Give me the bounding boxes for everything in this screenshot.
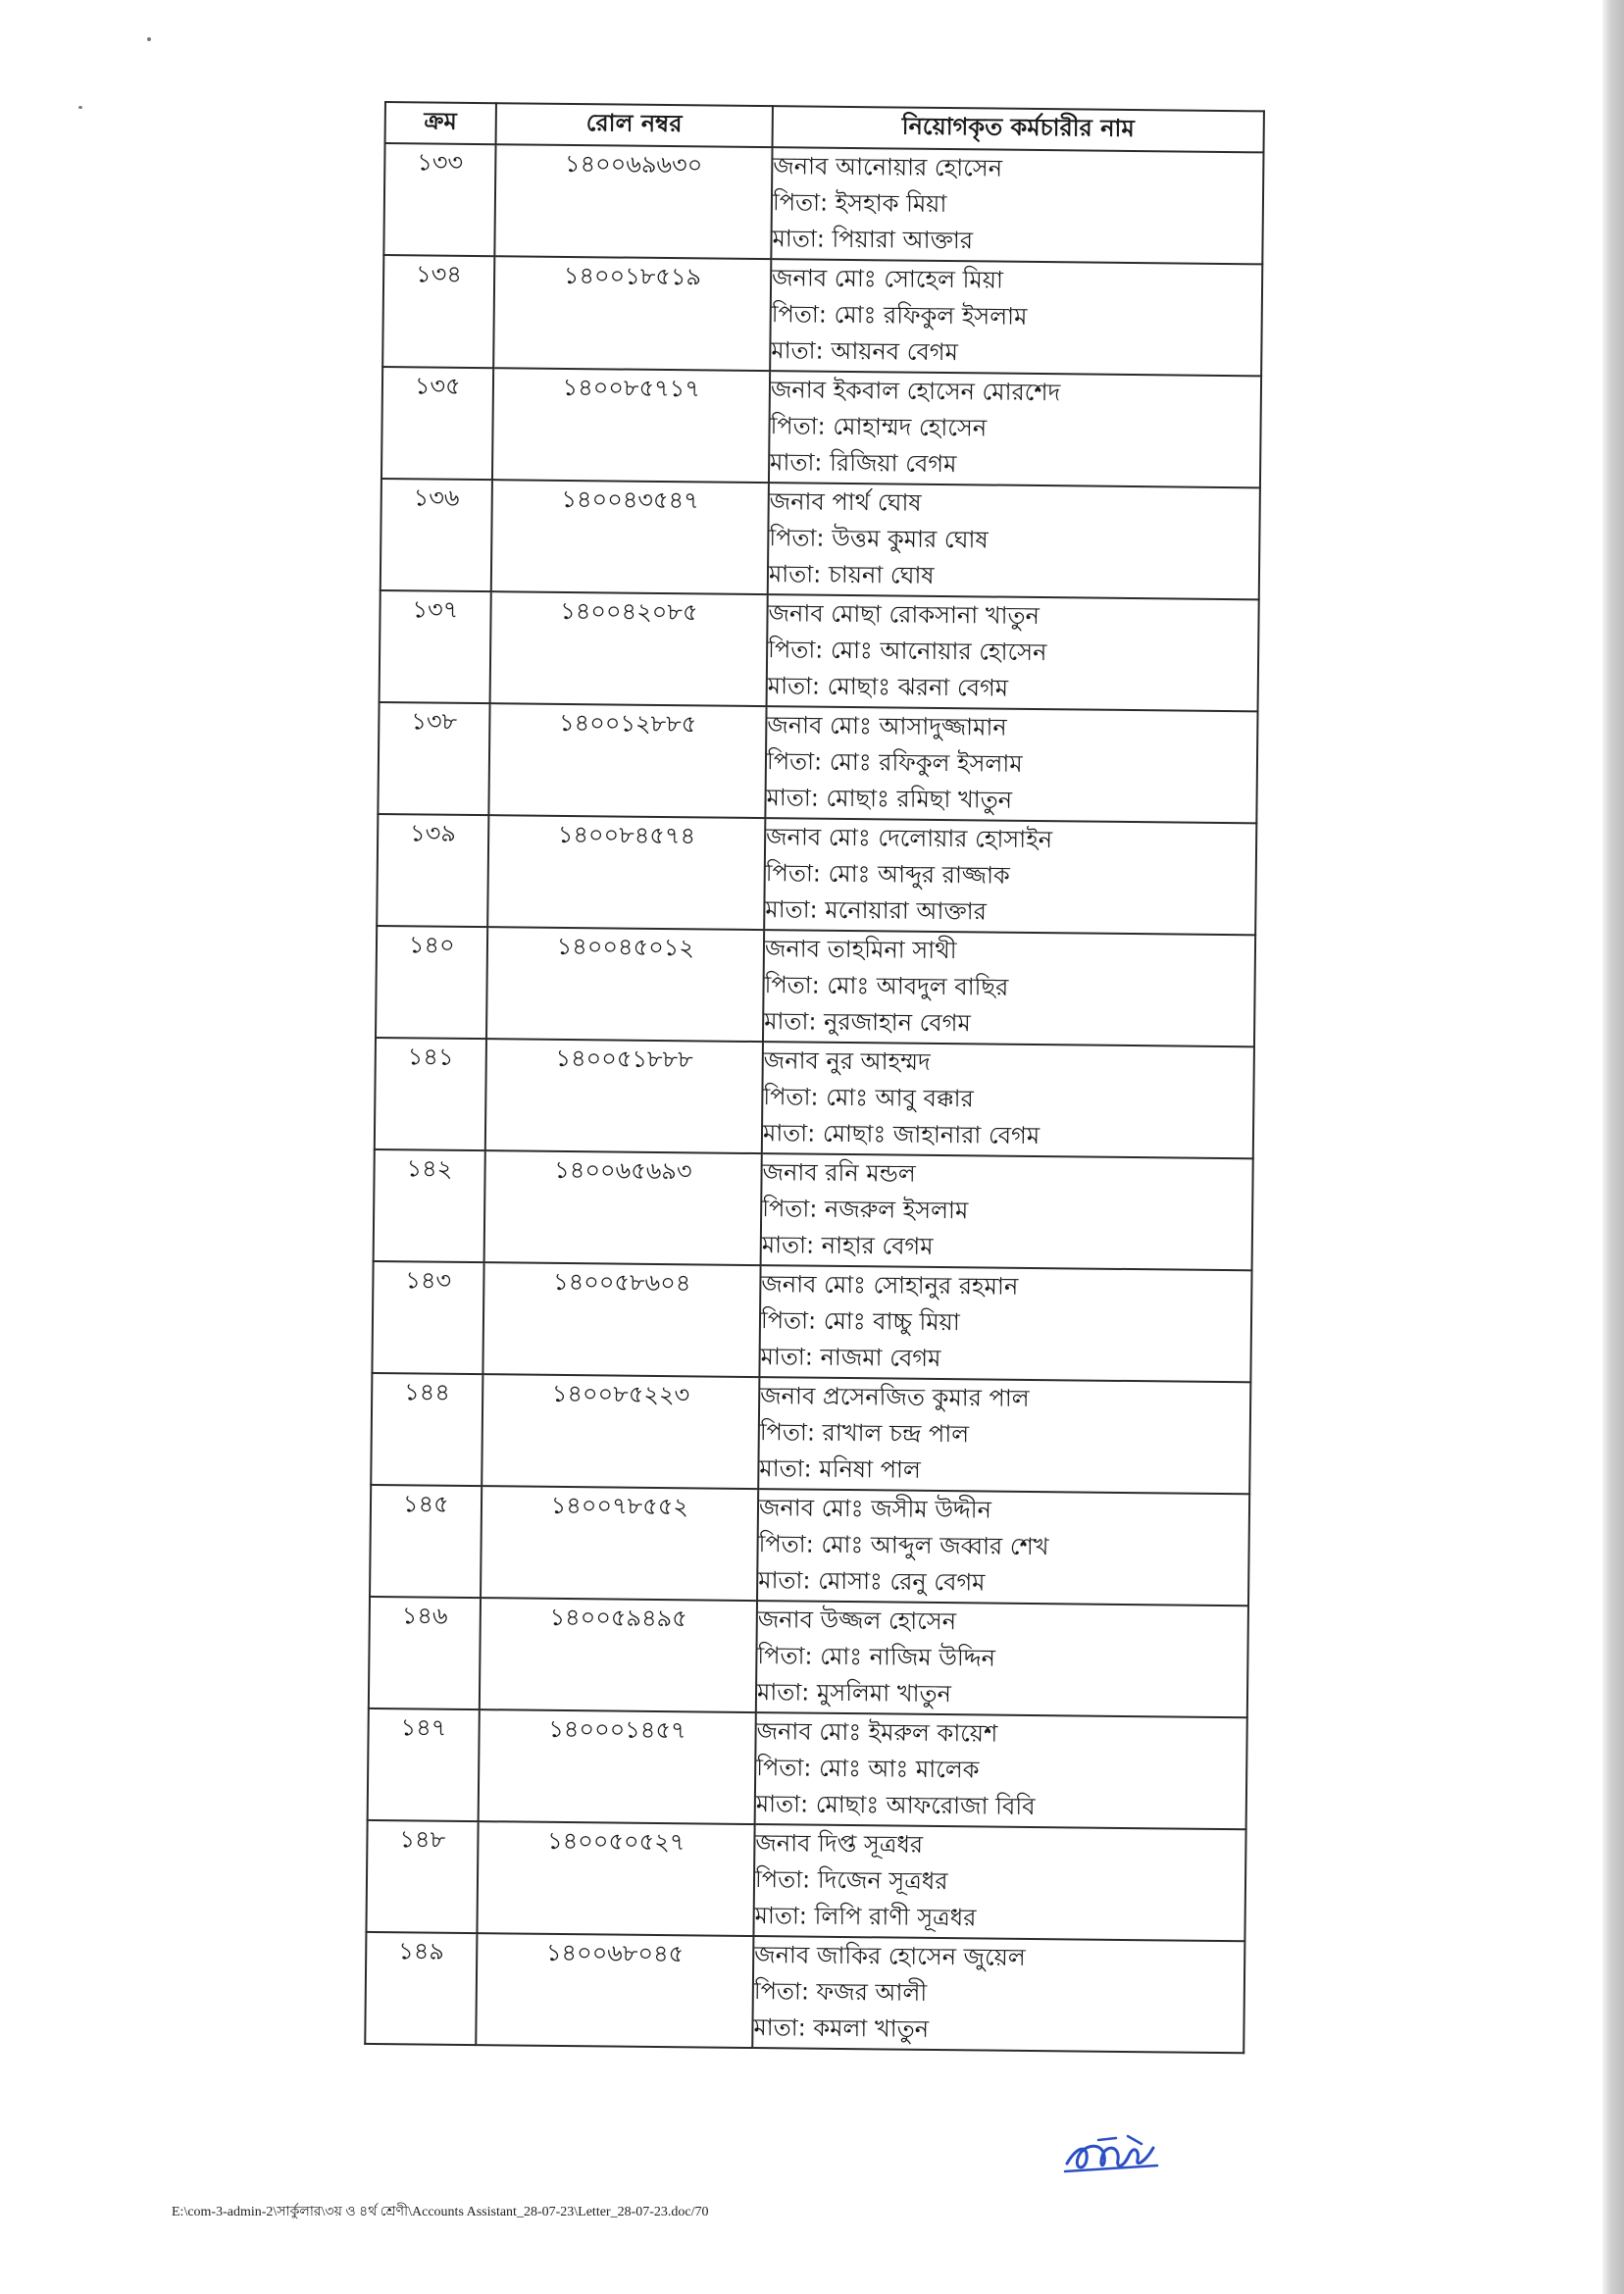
mother-name: মাতা: পিয়ারা আক্তার xyxy=(772,225,974,255)
employee-name: জনাব প্রসেনজিত কুমার পাল xyxy=(760,1382,1030,1412)
roll-number-cell: ১৪০০৭৮৫৫২ xyxy=(481,1486,758,1601)
employee-name: জনাব ইকবাল হোসেন মোরশেদ xyxy=(770,376,1061,407)
employee-name: জনাব মোঃ জসীম উদ্দীন xyxy=(758,1494,992,1524)
roll-number-cell: ১৪০০৬৯৬৩০ xyxy=(494,144,772,259)
employee-details-cell xyxy=(767,594,1259,711)
table-row xyxy=(374,1149,1253,1270)
father-name: পিতা: নজরুল ইসলাম xyxy=(762,1195,969,1225)
roll-number-cell: ১৪০০১৮৫১৯ xyxy=(493,256,771,371)
father-name: পিতা: ইসহাক মিয়া xyxy=(772,188,947,219)
table-row xyxy=(377,814,1256,935)
table-row xyxy=(381,479,1260,599)
father-name: পিতা: ফজর আলী xyxy=(753,1977,928,2007)
employee-name: জনাব মোছা রোকসানা খাতুন xyxy=(768,599,1040,631)
mother-name: মাতা: মনিষা পাল xyxy=(759,1454,921,1484)
serial-cell: ১৩৬ xyxy=(381,479,492,591)
employee-name: জনাব মোঃ দেলোয়ার হোসাইন xyxy=(765,823,1053,854)
mother-name: মাতা: মোসাঃ রেনু বেগম xyxy=(758,1566,986,1597)
employee-details-cell xyxy=(771,147,1263,264)
mother-name: মাতা: লিপি রাণী সূত্রধর xyxy=(754,1902,977,1932)
mother-name: মাতা: নাহার বেগম xyxy=(761,1231,934,1260)
employee-details-cell xyxy=(753,1824,1245,1941)
mother-name: মাতা: মোছাঃ জাহানারা বেগম xyxy=(762,1119,1040,1150)
employee-name: জনাব মোঃ ইমরুল কায়েশ xyxy=(756,1717,998,1748)
employee-details-cell xyxy=(757,1489,1249,1606)
mother-name: মাতা: মোছাঃ আফরোজা বিবি xyxy=(755,1790,1036,1821)
employee-details-cell xyxy=(756,1601,1248,1717)
serial-cell: ১৩৮ xyxy=(378,702,489,815)
scan-edge-shadow xyxy=(1602,0,1624,2294)
father-name: পিতা: মোঃ আব্দুর রাজ্জাক xyxy=(765,859,1010,890)
serial-cell: ১৪১ xyxy=(375,1038,486,1150)
mother-name: মাতা: নাজমা বেগম xyxy=(760,1343,941,1373)
roll-number-cell: ১৪০০০১৪৫৭ xyxy=(478,1709,755,1824)
table-row xyxy=(378,702,1257,823)
mother-name: মাতা: মোছাঃ ঝরনা বেগম xyxy=(767,672,1009,702)
father-name: পিতা: দিজেন সূত্রধর xyxy=(754,1865,948,1896)
employee-name: জনাব জাকির হোসেন জুয়েল xyxy=(754,1941,1026,1971)
employee-name: জনাব মোঃ সোহেল মিয়া xyxy=(771,264,1004,294)
table-row xyxy=(365,1932,1244,2053)
roll-number-cell: ১৪০০৬৮০৪৫ xyxy=(476,1933,753,2048)
roll-number-cell: ১৪০০৫৮৬০৪ xyxy=(482,1262,760,1377)
employee-name: জনাব দিপ্ত সূত্রধর xyxy=(755,1829,924,1859)
table-row xyxy=(382,255,1262,376)
table-row xyxy=(372,1261,1251,1382)
father-name: পিতা: রাখাল চন্দ্র পাল xyxy=(759,1418,970,1449)
serial-cell: ১৪৩ xyxy=(372,1261,483,1374)
table-row xyxy=(368,1708,1247,1829)
employee-details-cell xyxy=(763,930,1255,1046)
table-row xyxy=(376,926,1255,1046)
serial-cell: ১৪৭ xyxy=(368,1708,480,1821)
serial-cell: ১৪৬ xyxy=(369,1597,481,1709)
signature xyxy=(1059,2126,1167,2181)
roll-number-cell: ১৪০০৮৫২২৩ xyxy=(482,1374,759,1489)
mother-name: মাতা: রিজিয়া বেগম xyxy=(769,448,957,479)
scan-speck xyxy=(78,106,82,109)
header-serial: ক্রম xyxy=(385,102,496,144)
mother-name: মাতা: মনোয়ারা আক্তার xyxy=(765,895,988,926)
serial-cell: ১৩৪ xyxy=(382,255,494,368)
father-name: পিতা: মোঃ বাচ্চু মিয়া xyxy=(760,1306,960,1337)
employee-details-cell xyxy=(762,1042,1254,1158)
mother-name: মাতা: মোছাঃ রমিছা খাতুন xyxy=(766,784,1013,814)
employee-details-cell xyxy=(761,1153,1253,1270)
mother-name: মাতা: চায়না ঘোষ xyxy=(768,560,935,589)
serial-cell: ১৩৩ xyxy=(383,143,495,256)
roll-number-cell: ১৪০০৫০৫২৭ xyxy=(477,1821,754,1936)
mother-name: মাতা: মুসলিমা খাতুন xyxy=(756,1678,952,1708)
serial-cell: ১৪৮ xyxy=(366,1820,478,1933)
employee-details-cell xyxy=(755,1712,1247,1829)
roll-number-cell: ১৪০০৮৪৫৭৪ xyxy=(487,815,765,930)
scan-speck xyxy=(147,37,151,41)
serial-cell: ১৩৭ xyxy=(380,590,491,703)
employee-details-cell xyxy=(770,259,1262,376)
serial-cell: ১৪০ xyxy=(376,926,487,1039)
employee-name: জনাব আনোয়ার হোসেন xyxy=(773,152,1003,182)
roll-number-cell: ১৪০০১২৮৮৫ xyxy=(488,703,766,818)
table-row xyxy=(370,1485,1249,1606)
father-name: পিতা: মোঃ আবদুল বাছির xyxy=(764,971,1009,1001)
table-body xyxy=(365,143,1263,2053)
table-row xyxy=(380,590,1259,711)
roll-number-cell: ১৪০০৪৩৫৪৭ xyxy=(490,480,768,594)
roll-number-cell: ১৪০০৬৫৬৯৩ xyxy=(483,1150,761,1265)
serial-cell: ১৪৯ xyxy=(365,1932,477,2045)
table-row xyxy=(375,1038,1254,1158)
roll-number-cell: ১৪০০৮৫৭১৭ xyxy=(492,368,770,483)
serial-cell: ১৪৪ xyxy=(371,1373,482,1486)
serial-cell: ১৪২ xyxy=(374,1149,485,1262)
header-roll-number: রোল নম্বর xyxy=(495,103,773,147)
employee-name: জনাব মোঃ সোহানুর রহমান xyxy=(761,1270,1019,1300)
table-row xyxy=(369,1597,1248,1717)
father-name: পিতা: মোঃ রফিকুল ইসলাম xyxy=(766,747,1023,778)
table-row xyxy=(371,1373,1250,1494)
mother-name: মাতা: নুরজাহান বেগম xyxy=(764,1007,971,1038)
employee-details-cell xyxy=(764,818,1256,935)
employee-name: জনাব মোঃ আসাদুজ্জামান xyxy=(767,711,1007,741)
father-name: পিতা: মোঃ আঃ মালেক xyxy=(756,1754,980,1784)
father-name: পিতা: উত্তম কুমার ঘোষ xyxy=(769,524,989,554)
employee-name: জনাব উজ্জল হোসেন xyxy=(757,1606,957,1636)
footer-file-path: E:\com-3-admin-2\সার্কুলার\৩য় ও ৪র্থ শ্রেণী\Accounts Assistant_28-07-23\Letter_28-07-23.doc/70 xyxy=(172,2205,709,2219)
mother-name: মাতা: কমলা খাতুন xyxy=(753,2014,930,2043)
roll-number-cell: ১৪০০৪২০৮৫ xyxy=(489,591,767,706)
employee-name: জনাব রনি মন্ডল xyxy=(762,1158,916,1188)
roll-number-cell: ১৪০০৫৯৪৯৫ xyxy=(480,1598,757,1712)
table-row xyxy=(383,143,1263,264)
serial-cell: ১৪৫ xyxy=(370,1485,482,1598)
employee-details-cell xyxy=(759,1265,1251,1382)
father-name: পিতা: মোঃ আনোয়ার হোসেন xyxy=(767,636,1047,667)
appointee-table xyxy=(364,101,1265,2054)
roll-number-cell: ১৪০০৫১৮৮৮ xyxy=(484,1039,762,1153)
employee-details-cell xyxy=(769,371,1261,487)
employee-details-cell xyxy=(758,1377,1250,1494)
employee-name: জনাব নুর আহম্মদ xyxy=(763,1046,931,1076)
employee-name: জনাব তাহমিনা সাথী xyxy=(764,935,957,965)
father-name: পিতা: মোঃ আবু বক্কার xyxy=(763,1083,974,1113)
father-name: পিতা: মোঃ রফিকুল ইসলাম xyxy=(771,300,1028,331)
employee-details-cell xyxy=(752,1936,1244,2053)
employee-details-cell xyxy=(765,706,1257,823)
serial-cell: ১৩৫ xyxy=(381,367,493,480)
employee-name: জনাব পার্থ ঘোষ xyxy=(769,487,922,517)
father-name: পিতা: মোহাম্মদ হোসেন xyxy=(770,412,988,442)
header-employee-name: নিয়োগকৃত কর্মচারীর নাম xyxy=(772,106,1263,152)
table-row xyxy=(366,1820,1245,1941)
employee-details-cell xyxy=(768,483,1260,599)
father-name: পিতা: মোঃ আব্দুল জব্বার শেখ xyxy=(758,1530,1049,1561)
father-name: পিতা: মোঃ নাজিম উদ্দিন xyxy=(757,1642,996,1672)
table-row xyxy=(381,367,1261,487)
roll-number-cell: ১৪০০৪৫০১২ xyxy=(486,927,764,1042)
mother-name: মাতা: আয়নব বেগম xyxy=(771,336,959,367)
serial-cell: ১৩৯ xyxy=(377,814,488,927)
